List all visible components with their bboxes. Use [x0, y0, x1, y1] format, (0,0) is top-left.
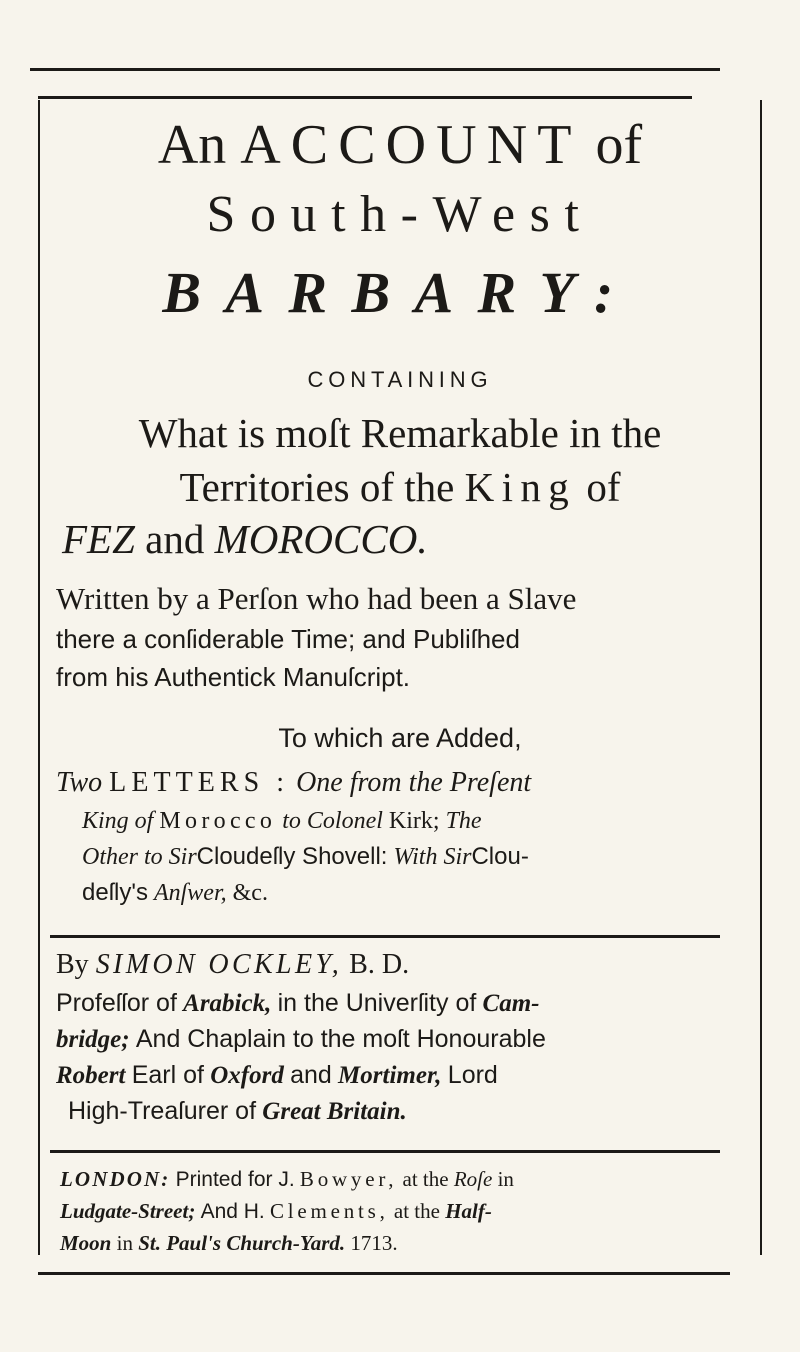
- author-university: in the Univerſity of: [277, 989, 477, 1017]
- subtitle-fez: FEZ: [62, 516, 135, 562]
- imprint-london: LONDON:: [60, 1167, 171, 1191]
- author-line-2: [56, 986, 756, 1021]
- added-clou: Clou-: [471, 843, 529, 870]
- added-line-2: [56, 764, 756, 802]
- subtitle-king: King: [464, 464, 577, 510]
- right-frame-rule: [760, 100, 762, 1255]
- added-line-5: [82, 876, 782, 910]
- author-great-britain: Great Britain.: [262, 1098, 407, 1125]
- title-of: of: [595, 114, 643, 176]
- written-line-1: [56, 580, 756, 618]
- containing-label: CONTAINING: [307, 367, 493, 392]
- subtitle-text-2c: of: [586, 464, 621, 510]
- imprint-half: Half-: [445, 1199, 492, 1223]
- added-etc: &c.: [232, 880, 268, 906]
- imprint-year: 1713.: [350, 1231, 398, 1255]
- title-line-2: [50, 184, 750, 246]
- title-account: ACCOUNT: [240, 114, 582, 176]
- author-earl-of: Earl of: [131, 1061, 204, 1089]
- author-arabick: Arabick,: [183, 990, 272, 1017]
- author-bridge: bridge;: [56, 1026, 130, 1053]
- added-line-3: [82, 804, 782, 838]
- left-frame-rule: [38, 100, 40, 1255]
- added-answer: Anſwer,: [153, 880, 227, 906]
- added-one-from: One from the Preſent: [296, 767, 532, 798]
- added-morocco: Morocco: [159, 808, 277, 834]
- author-high-treasurer: High-Treaſurer of: [68, 1097, 257, 1125]
- added-desly: deſly's: [82, 879, 148, 906]
- imprint-at-the-1: at the: [402, 1167, 449, 1191]
- author-degree: B. D.: [349, 949, 410, 980]
- imprint-ludgate: Ludgate-Street;: [60, 1199, 196, 1223]
- imprint-line-1: [60, 1164, 760, 1195]
- written-text-2: there a conſiderable Time; and Publiſhed: [56, 624, 520, 654]
- title-line-1: [50, 112, 750, 178]
- bottom-border-rule: [38, 1272, 730, 1275]
- author-lord: Lord: [447, 1061, 498, 1089]
- author-line-1: [56, 946, 756, 984]
- author-chaplain: And Chaplain to the moſt Honourable: [135, 1025, 546, 1053]
- added-kirk: Kirk;: [388, 808, 440, 834]
- title-prefix: An: [157, 114, 227, 176]
- subtitle-line-3: [62, 514, 762, 564]
- imprint-printed-for: Printed for J.: [175, 1168, 295, 1191]
- written-line-3: [56, 660, 756, 694]
- added-to-colonel: to Colonel: [282, 808, 383, 834]
- author-robert: Robert: [56, 1062, 126, 1089]
- imprint-in-2: in: [116, 1231, 133, 1255]
- title-south-west: South-West: [206, 186, 594, 243]
- author-line-5: [68, 1094, 768, 1129]
- imprint-bowyer: Bowyer,: [299, 1167, 398, 1191]
- top-border-rule: [30, 68, 720, 71]
- added-line-1: [50, 720, 750, 756]
- added-text-1: To which are Added,: [278, 723, 522, 753]
- author-cam: Cam-: [482, 990, 540, 1017]
- author-name: SIMON OCKLEY,: [95, 949, 343, 980]
- author-line-3: [56, 1022, 756, 1057]
- subtitle-text-1: What is moſt Remarkable in the: [138, 410, 662, 456]
- written-text-1: Written by a Perſon who had been a Slave: [56, 581, 577, 616]
- written-text-3: from his Authentick Manuſcript.: [56, 662, 411, 692]
- subtitle-morocco: MOROCCO.: [214, 516, 428, 562]
- imprint-in-1: in: [497, 1167, 514, 1191]
- author-line-4: [56, 1058, 756, 1093]
- added-two: Two: [56, 767, 103, 798]
- imprint-moon: Moon: [60, 1231, 112, 1255]
- middle-rule: [50, 935, 720, 938]
- added-letters: LETTERS :: [109, 767, 290, 798]
- imprint-line-3: [60, 1228, 760, 1258]
- author-by: By: [56, 949, 89, 980]
- author-professor-of: Profeſſor of: [56, 989, 177, 1017]
- author-and: and: [290, 1061, 332, 1089]
- added-other-to-sir: Other to Sir: [82, 844, 197, 870]
- containing-line: [50, 366, 750, 394]
- written-line-2: [56, 622, 756, 656]
- imprint-rose: Roſe: [453, 1167, 493, 1191]
- added-the: The: [445, 808, 482, 834]
- added-king-of: King of: [82, 808, 154, 834]
- author-mortimer: Mortimer,: [338, 1062, 442, 1089]
- imprint-line-2: [60, 1196, 760, 1227]
- imprint-clements: Clements,: [270, 1199, 389, 1223]
- imprint-at-the-2: at the: [393, 1199, 440, 1223]
- added-shovell: Cloudeſly Shovell:: [196, 843, 388, 870]
- subtitle-line-2: [50, 462, 750, 512]
- added-with-sir: With Sir: [393, 844, 472, 870]
- subtitle-text-2a: Territories of the: [179, 464, 455, 510]
- imprint-st-pauls: St. Paul's Church-Yard.: [138, 1231, 346, 1255]
- subtitle-and: and: [145, 516, 205, 562]
- lower-rule: [50, 1150, 720, 1153]
- top-inner-rule: [38, 96, 692, 99]
- title-line-3: [50, 258, 750, 328]
- added-line-4: [82, 840, 782, 874]
- author-oxford: Oxford: [210, 1062, 284, 1089]
- imprint-and-h: And H.: [200, 1200, 265, 1223]
- title-barbary: BARBARY:: [162, 260, 638, 325]
- subtitle-line-1: [50, 408, 750, 458]
